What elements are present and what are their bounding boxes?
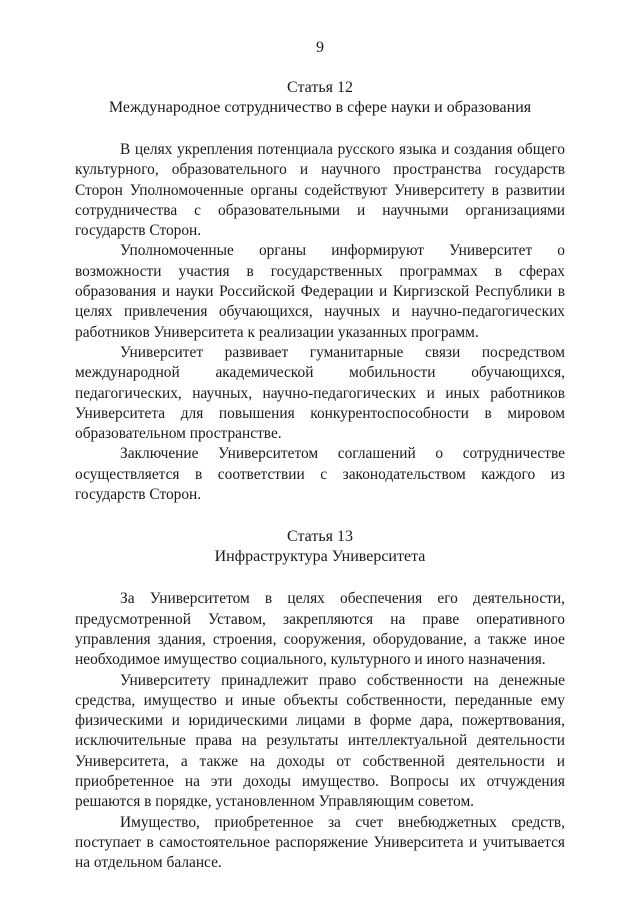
article-13-paragraph-2: Университету принадлежит право собственности на денежные средства, имущество и иные объекты собственности, переданные ему физическими и юридическими лицами в форме дара, пожертвования, исключительные права на результаты интеллектуальной деятельности Университета, а также на доходы от собственной деятельности и приобретенное на эти доходы имущество. Вопросы их отчуждения решаются в порядке, установленном Управляющим советом. [75,671,565,811]
article-12-paragraph-2: Уполномоченные органы информируют Университет о возможности участия в государственных программах в сферах образования и науки Российской Федерации и Киргизской Республики в целях привлечения обучающихся, научных и научно-педагогических работников Университета к реализации указанных программ. [75,242,565,341]
page-number: 9 [316,39,324,56]
article-12 [75,78,565,505]
article-12-paragraph-3: Университет развивает гуманитарные связи посредством международной академической мобильности обучающихся, педагогических, научных, научно-педагогических и иных работников Университета для повышения конкурентоспособности в мировом образовательном пространстве. [75,343,565,443]
article-12-paragraph-4: Заключение Университетом соглашений о сотрудничестве осуществляется в соответствии с законодательством каждого из государств Сторон. [75,445,565,504]
document-body [75,78,565,874]
article-12-paragraph-1: В целях укрепления потенциала русского языка и создания общего культурного, образовательного и научного пространства государств Сторон Уполномоченные органы содействуют Университету в развитии сотрудничества с образовательными и научными организациями государств Сторон. [75,141,565,240]
article-13-paragraph-1: За Университетом в целях обеспечения его деятельности, предусмотренной Уставом, закрепляются на праве оперативного управления здания, строения, сооружения, оборудование, а также иное необходимое имущество социального, культурного и иного назначения. [75,590,565,669]
article-13-title: Статья 13 [287,528,353,546]
article-13-subtitle: Инфраструктура Университета [214,548,426,566]
article-13-paragraph-3: Имущество, приобретенное за счет внебюджетных средств, поступает в самостоятельное распоряжение Университета и учитывается на отдельном балансе. [75,813,565,872]
article-12-subtitle: Международное сотрудничество в сфере науки и образования [108,99,532,116]
article-13 [75,527,565,873]
article-12-title: Статья 12 [287,79,353,96]
